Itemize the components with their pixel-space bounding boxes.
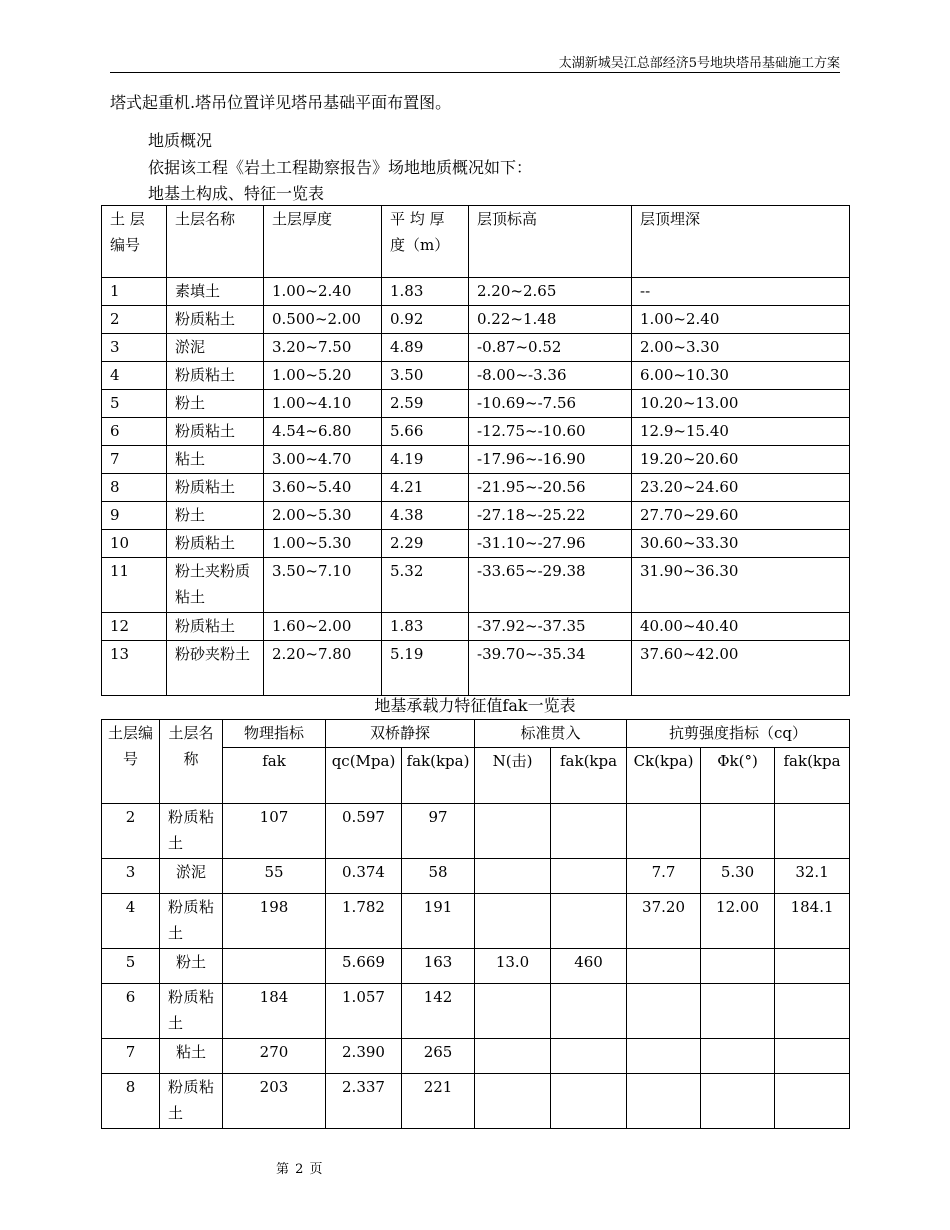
table-cell: -33.65~-29.38 xyxy=(469,558,632,613)
table-cell: 粉质粘土 xyxy=(160,984,223,1039)
table-cell: 1.83 xyxy=(382,613,469,641)
table-cell: 11 xyxy=(102,558,167,613)
table-cell xyxy=(551,859,627,894)
table-cell: 12.9~15.40 xyxy=(632,418,850,446)
table-cell: 6 xyxy=(102,418,167,446)
table-cell xyxy=(551,1074,627,1129)
table-row xyxy=(102,613,850,641)
table-cell: 2.59 xyxy=(382,390,469,418)
column-header: 物理指标 xyxy=(223,720,326,748)
column-subheader: fak xyxy=(223,748,326,804)
table-cell: 97 xyxy=(402,804,475,859)
table-cell: 3.50 xyxy=(382,362,469,390)
table-cell: 2.00~5.30 xyxy=(264,502,382,530)
table-cell xyxy=(475,984,551,1039)
table-cell: 1.00~4.10 xyxy=(264,390,382,418)
page-number: 第 2 页 xyxy=(276,1162,324,1177)
table-cell: 19.20~20.60 xyxy=(632,446,850,474)
table-cell: 2.29 xyxy=(382,530,469,558)
table-cell: -39.70~-35.34 xyxy=(469,641,632,696)
column-subheader: fak(kpa xyxy=(775,748,850,804)
table-cell: 0.500~2.00 xyxy=(264,306,382,334)
table-cell: 粉质粘土 xyxy=(160,804,223,859)
table-cell: 粉土 xyxy=(167,502,264,530)
column-subheader: Φk(°) xyxy=(701,748,775,804)
column-header: 标准贯入 xyxy=(475,720,627,748)
table-cell: 55 xyxy=(223,859,326,894)
table-cell: 3 xyxy=(102,859,160,894)
table-cell: 163 xyxy=(402,949,475,984)
table-cell xyxy=(475,859,551,894)
table-cell: 粉质粘土 xyxy=(167,362,264,390)
column-header: 土 层 编号 xyxy=(102,206,167,278)
table-row xyxy=(102,949,850,984)
table-row xyxy=(102,859,850,894)
table-cell: -37.92~-37.35 xyxy=(469,613,632,641)
table-cell: 粉质粘土 xyxy=(167,306,264,334)
table-cell: 3.50~7.10 xyxy=(264,558,382,613)
table-cell: 8 xyxy=(102,1074,160,1129)
table-cell: 7.7 xyxy=(627,859,701,894)
table-header-row xyxy=(102,720,850,748)
table-cell: 9 xyxy=(102,502,167,530)
table-cell: -21.95~-20.56 xyxy=(469,474,632,502)
header-rule xyxy=(110,72,840,73)
table-cell: 2 xyxy=(102,306,167,334)
table-cell xyxy=(627,1039,701,1074)
table-cell: 1.057 xyxy=(326,984,402,1039)
table-cell: 203 xyxy=(223,1074,326,1129)
table-cell: 4.38 xyxy=(382,502,469,530)
table-cell: 1.60~2.00 xyxy=(264,613,382,641)
table-cell: 淤泥 xyxy=(167,334,264,362)
table-cell: 142 xyxy=(402,984,475,1039)
table-cell: 12.00 xyxy=(701,894,775,949)
table-cell: 3.60~5.40 xyxy=(264,474,382,502)
table-cell xyxy=(701,1074,775,1129)
table-cell xyxy=(701,984,775,1039)
table-row xyxy=(102,894,850,949)
column-header: 土层厚度 xyxy=(264,206,382,278)
table-cell: 粉土 xyxy=(167,390,264,418)
table-cell: 30.60~33.30 xyxy=(632,530,850,558)
table-row xyxy=(102,530,850,558)
table-cell: 4 xyxy=(102,362,167,390)
table-row xyxy=(102,278,850,306)
table-row xyxy=(102,362,850,390)
table1-caption: 地基土构成、特征一览表 xyxy=(148,184,325,203)
table-cell: 184.1 xyxy=(775,894,850,949)
table-cell: 2.00~3.30 xyxy=(632,334,850,362)
table-cell: 粉质粘土 xyxy=(167,613,264,641)
table-cell: -31.10~-27.96 xyxy=(469,530,632,558)
table-cell: 5.669 xyxy=(326,949,402,984)
table-cell: 13 xyxy=(102,641,167,696)
table-cell: 1.00~5.30 xyxy=(264,530,382,558)
table-cell: 7 xyxy=(102,446,167,474)
column-header: 层顶埋深 xyxy=(632,206,850,278)
table-cell: 460 xyxy=(551,949,627,984)
table-cell: 粉土夹粉质粘土 xyxy=(167,558,264,613)
table2-caption: 地基承载力特征值fak一览表 xyxy=(374,696,576,715)
table-cell: 2.337 xyxy=(326,1074,402,1129)
table-cell: 107 xyxy=(223,804,326,859)
table-cell: 6 xyxy=(102,984,160,1039)
table-cell: 粉质粘土 xyxy=(167,418,264,446)
column-header: 土层编号 xyxy=(102,720,160,804)
table-cell: -8.00~-3.36 xyxy=(469,362,632,390)
table-cell: 5.19 xyxy=(382,641,469,696)
table-cell: 10 xyxy=(102,530,167,558)
table-cell xyxy=(551,1039,627,1074)
table-cell: 37.60~42.00 xyxy=(632,641,850,696)
column-subheader: N(击) xyxy=(475,748,551,804)
table-cell: 0.374 xyxy=(326,859,402,894)
table-cell xyxy=(475,894,551,949)
table-row xyxy=(102,558,850,613)
column-header: 平 均 厚 度（m） xyxy=(382,206,469,278)
table-row xyxy=(102,984,850,1039)
table-cell: -0.87~0.52 xyxy=(469,334,632,362)
table-cell: 粘土 xyxy=(167,446,264,474)
table-cell: 270 xyxy=(223,1039,326,1074)
table-cell: 7 xyxy=(102,1039,160,1074)
table-cell: 2.390 xyxy=(326,1039,402,1074)
table-cell: 191 xyxy=(402,894,475,949)
table-cell: 27.70~29.60 xyxy=(632,502,850,530)
document-header-title: 太湖新城吴江总部经济5号地块塔吊基础施工方案 xyxy=(558,56,840,71)
table-cell: 1.00~2.40 xyxy=(632,306,850,334)
table-cell: 粉质粘土 xyxy=(167,530,264,558)
table-cell: 32.1 xyxy=(775,859,850,894)
table-row xyxy=(102,418,850,446)
table-cell xyxy=(775,1074,850,1129)
table-row xyxy=(102,334,850,362)
table-cell: 5 xyxy=(102,949,160,984)
column-subheader: Ck(kpa) xyxy=(627,748,701,804)
table-cell: 3 xyxy=(102,334,167,362)
table-cell: 10.20~13.00 xyxy=(632,390,850,418)
table-cell: 4.19 xyxy=(382,446,469,474)
table-cell: -17.96~-16.90 xyxy=(469,446,632,474)
table-row xyxy=(102,1074,850,1129)
table-cell: 1.00~5.20 xyxy=(264,362,382,390)
table-cell: 221 xyxy=(402,1074,475,1129)
table-cell: 粉质粘土 xyxy=(160,894,223,949)
table-cell: 淤泥 xyxy=(160,859,223,894)
column-subheader: fak(kpa) xyxy=(402,748,475,804)
table-row xyxy=(102,306,850,334)
table-header-row xyxy=(102,206,850,278)
column-header: 土层名称 xyxy=(160,720,223,804)
table-cell: 4.89 xyxy=(382,334,469,362)
table-cell: 12 xyxy=(102,613,167,641)
table-cell xyxy=(701,804,775,859)
table-cell: 粉土 xyxy=(160,949,223,984)
table-cell: 2.20~7.80 xyxy=(264,641,382,696)
table-cell xyxy=(775,984,850,1039)
table-cell: 8 xyxy=(102,474,167,502)
table-cell: 1.83 xyxy=(382,278,469,306)
table-cell xyxy=(627,1074,701,1129)
table-cell: -- xyxy=(632,278,850,306)
table-cell: 6.00~10.30 xyxy=(632,362,850,390)
table-row xyxy=(102,446,850,474)
section-title: 地质概况 xyxy=(148,131,213,150)
table-cell: 5 xyxy=(102,390,167,418)
table-cell xyxy=(551,894,627,949)
bearing-capacity-table xyxy=(101,719,850,1129)
table-cell: 5.30 xyxy=(701,859,775,894)
table-cell: 1 xyxy=(102,278,167,306)
table-cell xyxy=(775,804,850,859)
table-cell: -27.18~-25.22 xyxy=(469,502,632,530)
table-cell xyxy=(551,984,627,1039)
table-cell: 5.32 xyxy=(382,558,469,613)
table-row xyxy=(102,1039,850,1074)
table-cell: 粘土 xyxy=(160,1039,223,1074)
table-cell xyxy=(475,1074,551,1129)
table-cell xyxy=(775,1039,850,1074)
table-row xyxy=(102,804,850,859)
table-row xyxy=(102,474,850,502)
table-cell: 23.20~24.60 xyxy=(632,474,850,502)
table-cell: 2 xyxy=(102,804,160,859)
table-cell: 40.00~40.40 xyxy=(632,613,850,641)
table-cell: 0.597 xyxy=(326,804,402,859)
table-row xyxy=(102,641,850,696)
table-cell: 素填土 xyxy=(167,278,264,306)
intro-paragraph: 依据该工程《岩土工程勘察报告》场地地质概况如下： xyxy=(148,158,533,177)
table-cell: 2.20~2.65 xyxy=(469,278,632,306)
table-cell: 粉质粘土 xyxy=(167,474,264,502)
body-line-1: 塔式起重机.塔吊位置详见塔吊基础平面布置图。 xyxy=(110,93,452,112)
column-subheader: fak(kpa xyxy=(551,748,627,804)
table-cell: 粉质粘土 xyxy=(160,1074,223,1129)
table-cell: 3.00~4.70 xyxy=(264,446,382,474)
table-cell xyxy=(701,949,775,984)
table-cell xyxy=(775,949,850,984)
soil-composition-table xyxy=(101,205,850,696)
table-cell: -10.69~-7.56 xyxy=(469,390,632,418)
column-header: 抗剪强度指标（cq） xyxy=(627,720,850,748)
table-cell: 1.782 xyxy=(326,894,402,949)
table-row xyxy=(102,502,850,530)
table-cell xyxy=(475,804,551,859)
table-cell: 1.00~2.40 xyxy=(264,278,382,306)
table-cell: 0.22~1.48 xyxy=(469,306,632,334)
column-header: 层顶标高 xyxy=(469,206,632,278)
table-cell: 37.20 xyxy=(627,894,701,949)
table-cell: 13.0 xyxy=(475,949,551,984)
table-cell: 184 xyxy=(223,984,326,1039)
table-cell: 58 xyxy=(402,859,475,894)
table-cell: 粉砂夹粉土 xyxy=(167,641,264,696)
table-cell xyxy=(627,804,701,859)
table-cell: 4.21 xyxy=(382,474,469,502)
table-cell xyxy=(223,949,326,984)
table-cell xyxy=(627,984,701,1039)
table-cell: 4 xyxy=(102,894,160,949)
table-cell: -12.75~-10.60 xyxy=(469,418,632,446)
table-cell: 31.90~36.30 xyxy=(632,558,850,613)
table-cell xyxy=(551,804,627,859)
table-cell: 198 xyxy=(223,894,326,949)
table-cell xyxy=(701,1039,775,1074)
table-cell: 4.54~6.80 xyxy=(264,418,382,446)
table-cell xyxy=(627,949,701,984)
table-cell: 265 xyxy=(402,1039,475,1074)
column-header: 土层名称 xyxy=(167,206,264,278)
column-header: 双桥静探 xyxy=(326,720,475,748)
table-cell: 0.92 xyxy=(382,306,469,334)
table-row xyxy=(102,390,850,418)
column-subheader: qc(Mpa) xyxy=(326,748,402,804)
table-cell: 3.20~7.50 xyxy=(264,334,382,362)
table-cell: 5.66 xyxy=(382,418,469,446)
table-cell xyxy=(475,1039,551,1074)
